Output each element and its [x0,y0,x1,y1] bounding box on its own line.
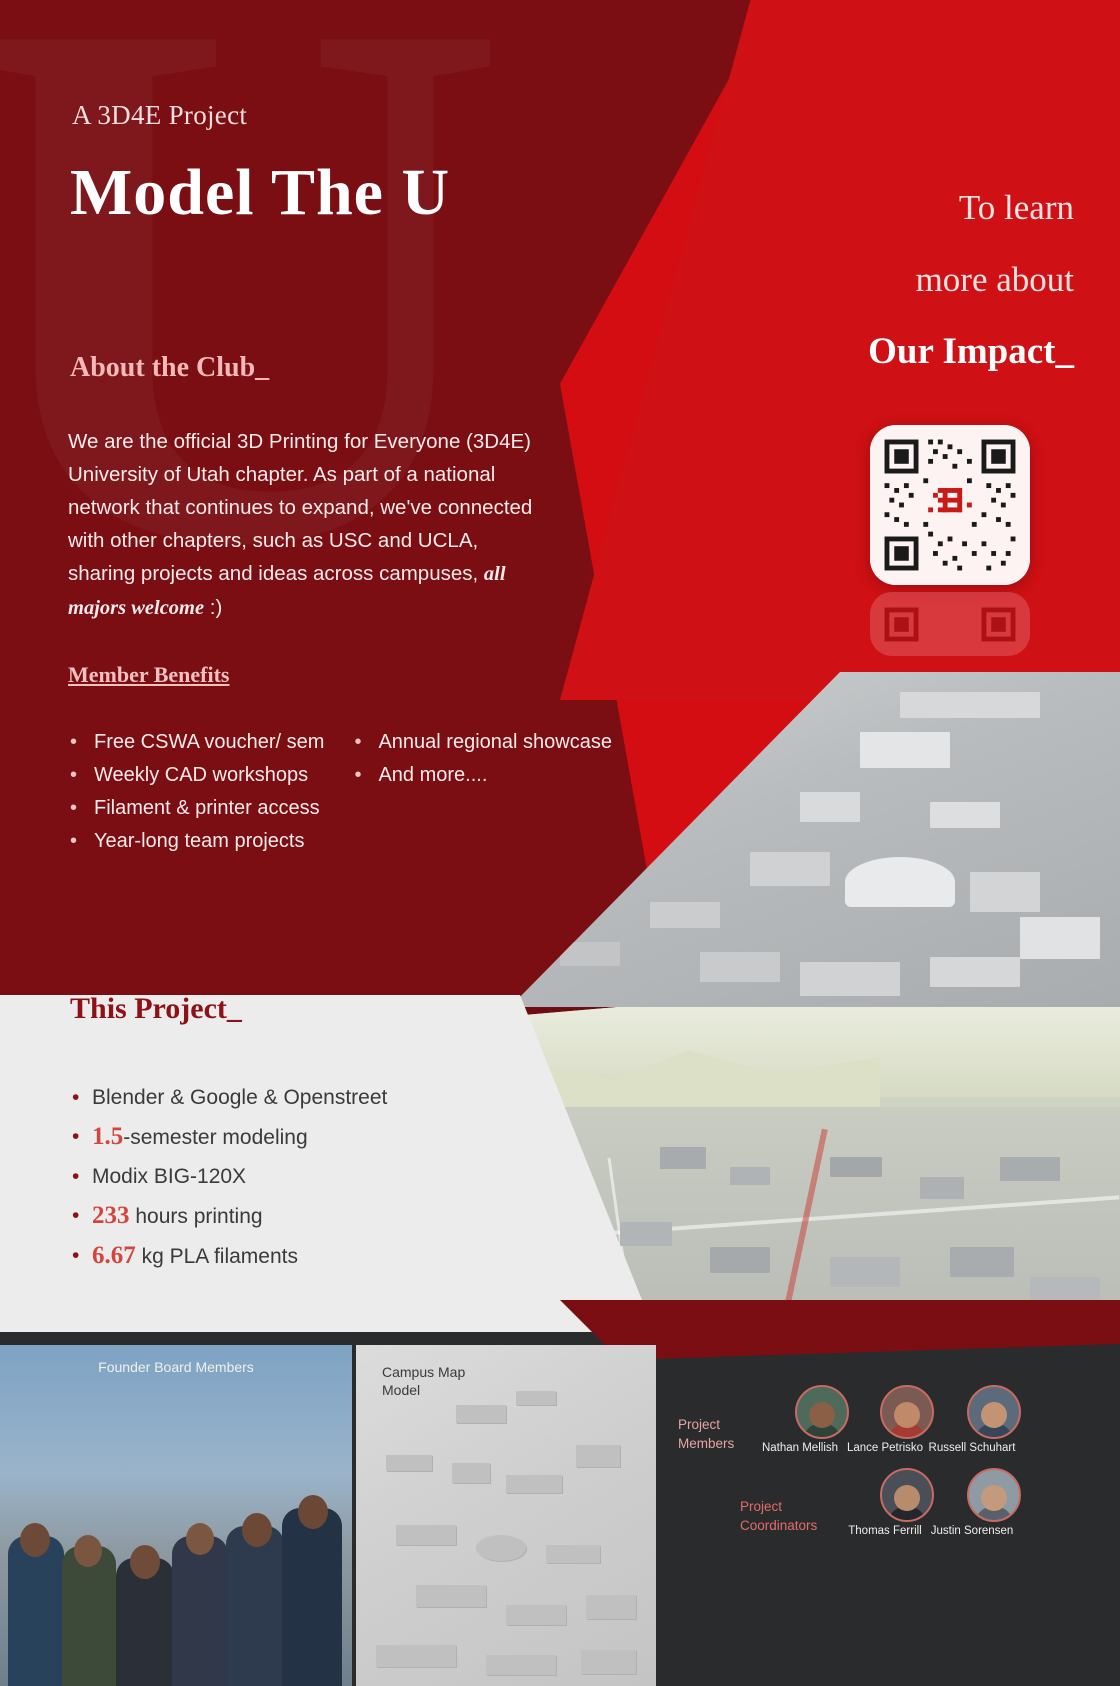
about-body-post: :) [204,596,223,619]
members-label-line-2: Members [678,1436,735,1451]
qr-code-icon [870,425,1030,585]
coordinators-label-line-1: Project [740,1499,783,1514]
member-benefits-title: Member Benefits [68,662,230,687]
project-item-number: 233 [92,1202,130,1229]
about-heading: About the Club_ [70,352,270,383]
member-benefits-lists [68,726,688,858]
cta-line-1: To learn [958,188,1074,227]
campus-map-model-photo [356,1345,656,1686]
list-item [70,1196,540,1236]
about-body-pre: We are the official 3D Printing for Everyone (3D4E) University of Utah chapter. As part of a national network that continues to expand, we've connected with other chapters, such as USC and UCLA, sharing projects and ideas across campuses, [68,430,533,585]
members-label-line-1: Project [678,1417,721,1432]
avatar-name: Nathan Mellish [761,1442,839,1454]
map-caption-line-2: Model [382,1382,421,1398]
project-item-number: 6.67 [92,1242,136,1269]
list-item [70,1236,540,1276]
about-body [68,425,538,625]
qr-code-reflection-icon [870,592,1030,656]
list-item: • Weekly CAD workshops [90,759,324,792]
qr-code-reflection [870,592,1030,656]
benefits-list-left [68,726,324,858]
list-item: • Year-long team projects [90,825,324,858]
list-item: • And more.... [374,759,612,792]
project-item-number: 1.5 [92,1123,124,1150]
avatar-name: Lance Petrisko [846,1442,924,1454]
qr-code[interactable] [870,425,1030,585]
avatar-name: Justin Sorensen [930,1525,1014,1537]
avatar-name: Russell Schuhart [928,1442,1016,1454]
project-item-text: Blender & Google & Openstreet [92,1086,388,1109]
avatar-name: Thomas Ferrill [848,1525,922,1537]
list-item [70,1078,540,1117]
project-coordinators-label [740,1497,817,1535]
project-item-text: hours printing [129,1205,263,1228]
founders-photo [0,1345,352,1686]
list-item: • Annual regional showcase [374,726,612,759]
cta-line-2: more about [915,260,1074,299]
list-item: • Free CSWA voucher/ sem [90,726,324,759]
list-item: • Filament & printer access [90,792,324,825]
project-members-label [678,1415,734,1453]
project-item-text: -semester modeling [123,1126,308,1149]
page-title: Model The U [70,156,451,229]
project-heading: This Project_ [70,992,242,1025]
avatar[interactable] [880,1468,934,1522]
avatar[interactable] [795,1385,849,1439]
coordinators-label-line-2: Coordinators [740,1518,818,1533]
list-item [70,1117,540,1157]
project-item-text: kg PLA filaments [135,1245,298,1268]
about-body-emphasis: all majors welcome [68,563,506,619]
project-list [70,1078,540,1276]
avatar[interactable] [967,1385,1021,1439]
benefits-list-right [352,726,612,858]
map-caption [382,1363,465,1399]
eyebrow-text: A 3D4E Project [72,100,248,130]
avatar[interactable] [880,1385,934,1439]
cta-impact-heading: Our Impact_ [868,331,1074,372]
project-item-text: Modix BIG-120X [92,1165,247,1188]
list-item [70,1157,540,1196]
map-caption-line-1: Campus Map [382,1364,466,1380]
founders-caption: Founder Board Members [98,1359,254,1375]
avatar[interactable] [967,1468,1021,1522]
